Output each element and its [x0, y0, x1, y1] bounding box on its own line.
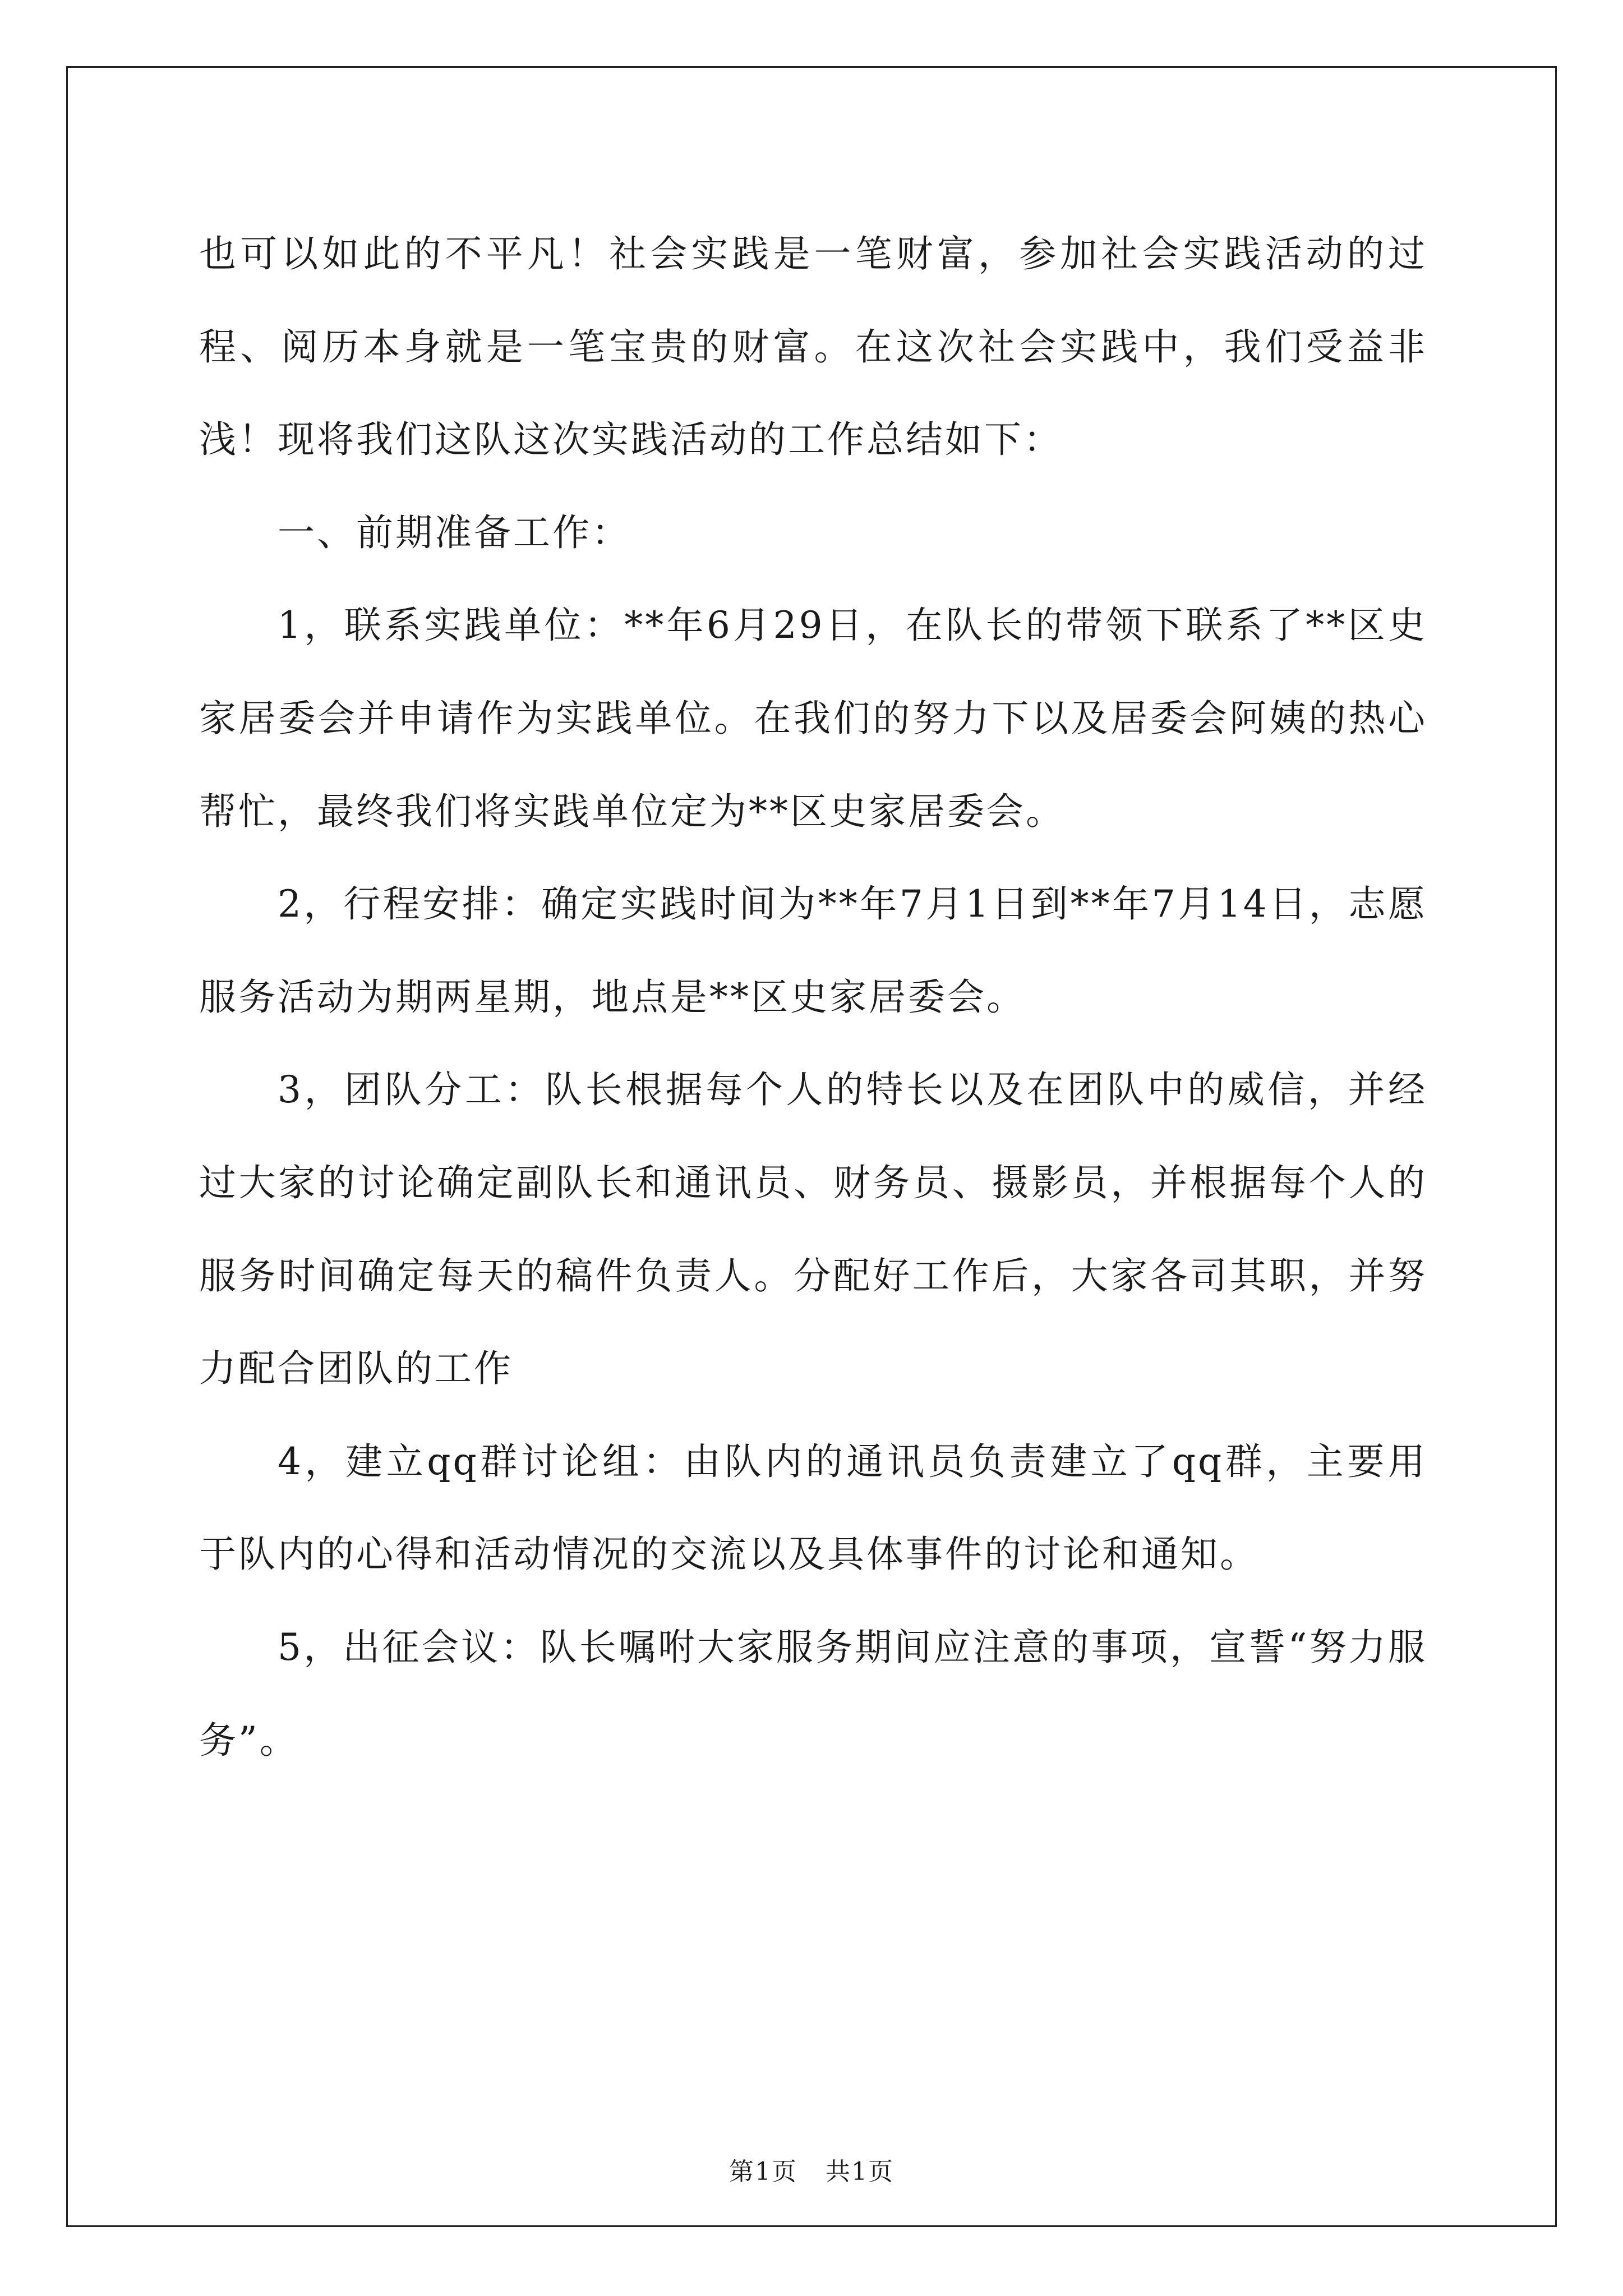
paragraph-contact-unit: 1，联系实践单位：**年6月29日，在队长的带领下联系了**区史家居委会并申请作为实践单位。在我们的努力下以及居委会阿姨的热心帮忙，最终我们将实践单位定为**区史家居委会。: [199, 604, 1427, 833]
paragraph-intro: 也可以如此的不平凡！社会实践是一笔财富，参加社会实践活动的过程、阅历本身就是一笔宝贵的财富。在这次社会实践中，我们受益非浅！现将我们这队这次实践活动的工作总结如下：: [199, 232, 1427, 462]
page-number: 第1页: [729, 2157, 797, 2186]
page-footer: [0, 2151, 1623, 2187]
page-total: 共1页: [826, 2157, 894, 2186]
paragraph-qq-group: 4，建立qq群讨论组：由队内的通讯员负责建立了qq群，主要用于队内的心得和活动情况的交流以及具体事件的讨论和通知。: [199, 1439, 1427, 1576]
paragraph-schedule: 2，行程安排：确定实践时间为**年7月1日到**年7月14日，志愿服务活动为期两星期，地点是**区史家居委会。: [199, 882, 1427, 1019]
paragraph-kickoff-meeting: 5，出征会议：队长嘱咐大家服务期间应注意的事项，宣誓“努力服务”。: [199, 1625, 1427, 1762]
document-body: [199, 208, 1427, 1787]
section-heading-preparation: 一、前期准备工作：: [278, 510, 631, 554]
paragraph-team-division: 3，团队分工：队长根据每个人的特长以及在团队中的威信，并经过大家的讨论确定副队长和通讯员、财务员、摄影员，并根据每个人的服务时间确定每天的稿件负责人。分配好工作后，大家各司其职，并努力配合团队的工作: [199, 1068, 1427, 1391]
